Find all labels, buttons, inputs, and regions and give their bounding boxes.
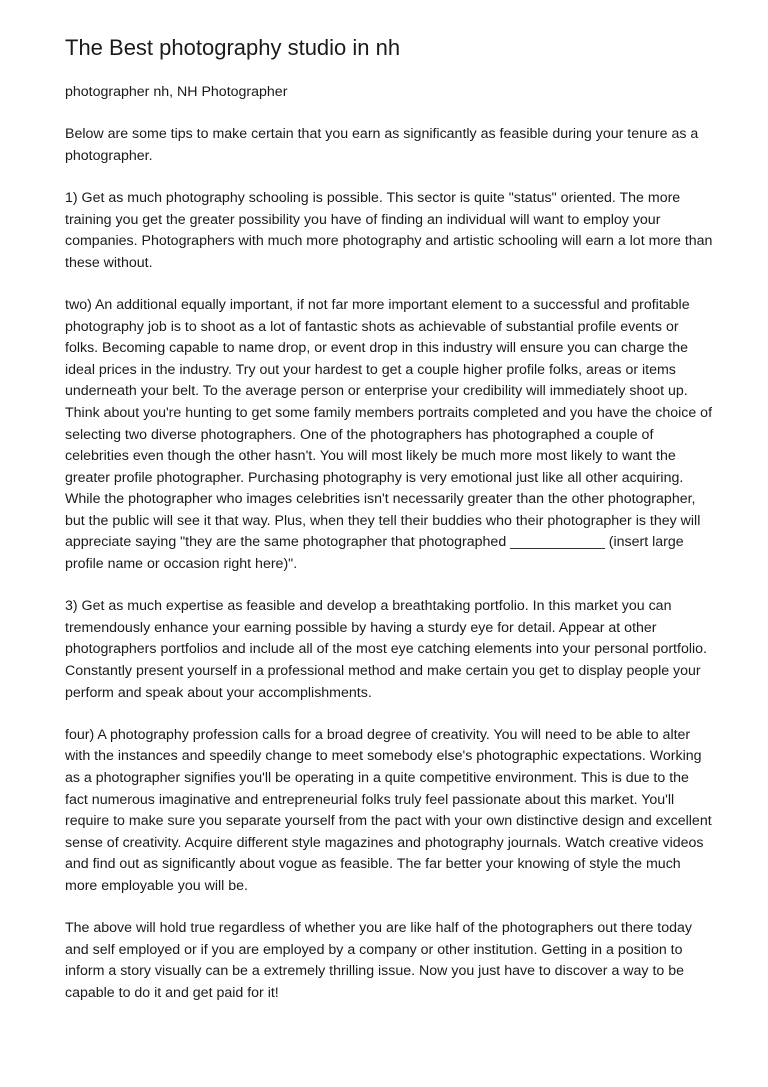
paragraph-conclusion: The above will hold true regardless of whether you are like half of the photographers out there today and self employed or if you are employed by a company or other institution. Getting in a position to inform a story visually can be a extremely thrilling issue. Now you just have to discover a way to be capable to do it and get paid for it! (65, 920, 692, 1001)
paragraph-tip-1: 1) Get as much photography schooling is possible. This sector is quite "status" oriented. The more training you get the greater possibility you have of finding an individual will want to employ your companies. Photographers with much more photography and artistic schooling will earn a lot more than these without. (65, 189, 713, 271)
paragraph-tip-3: 3) Get as much expertise as feasible and develop a breathtaking portfolio. In this market you can tremendously enhance your earning possible by having a sturdy eye for detail. Appear at other photographers portfolios and include all of the most eye catching elements into your personal portfolio. Constantly present yourself in a professional method and make certain you get to display people your perform and speak about your accomplishments. (65, 598, 707, 701)
paragraph-tip-4: four) A photography profession calls for a broad degree of creativity. You will need to be able to alter with the instances and speedily change to meet somebody else's photographic expectations. Working as a photographer signifies you'll be operating in a quite competitive environment. This is due to the fact numerous imaginative and entrepreneurial folks truly feel passionate about this market. You'll require to make sure you separate yourself from the pact with your own distinctive design and excellent sense of creativity. Acquire different style magazines and photography journals. Watch creative videos and find out as significantly about vogue as feasible. The far better your knowing of style the much more employable you will be. (65, 726, 712, 894)
page-subtitle: photographer nh, NH Photographer (65, 84, 288, 100)
paragraph-intro: Below are some tips to make certain that you earn as significantly as feasible during your tenure as a photographer. (65, 126, 699, 164)
document-page (65, 34, 715, 1005)
paragraph-tip-2: two) An additional equally important, if not far more important element to a successful and profitable photography job is to shoot as a lot of fantastic shots as achievable of substantial profile events or folks. Becoming capable to name drop, or event drop in this industry will ensure you can charge the ideal prices in the industry. Try out your hardest to get a couple higher profile folks, areas or items underneath your belt. To the average person or enterprise your credibility will immediately shoot up. Think about you're hunting to get some family members portraits completed and you have the choice of selecting two diverse photographers. One of the photographers has photographed a couple of celebrities even though the other hasn't. You will most likely be much more most likely to want the greater profile photographer. Purchasing photography is very emotional just like all other acquiring. While the photographer who images celebrities isn't necessarily greater than the other photographer, but the public will see it that way. Plus, when they tell their buddies who their photographer is they will appreciate saying "they are the same photographer that photographed ____________ (insert large profile name or occasion right here)". (65, 296, 713, 573)
page-title: The Best photography studio in nh (65, 35, 401, 60)
